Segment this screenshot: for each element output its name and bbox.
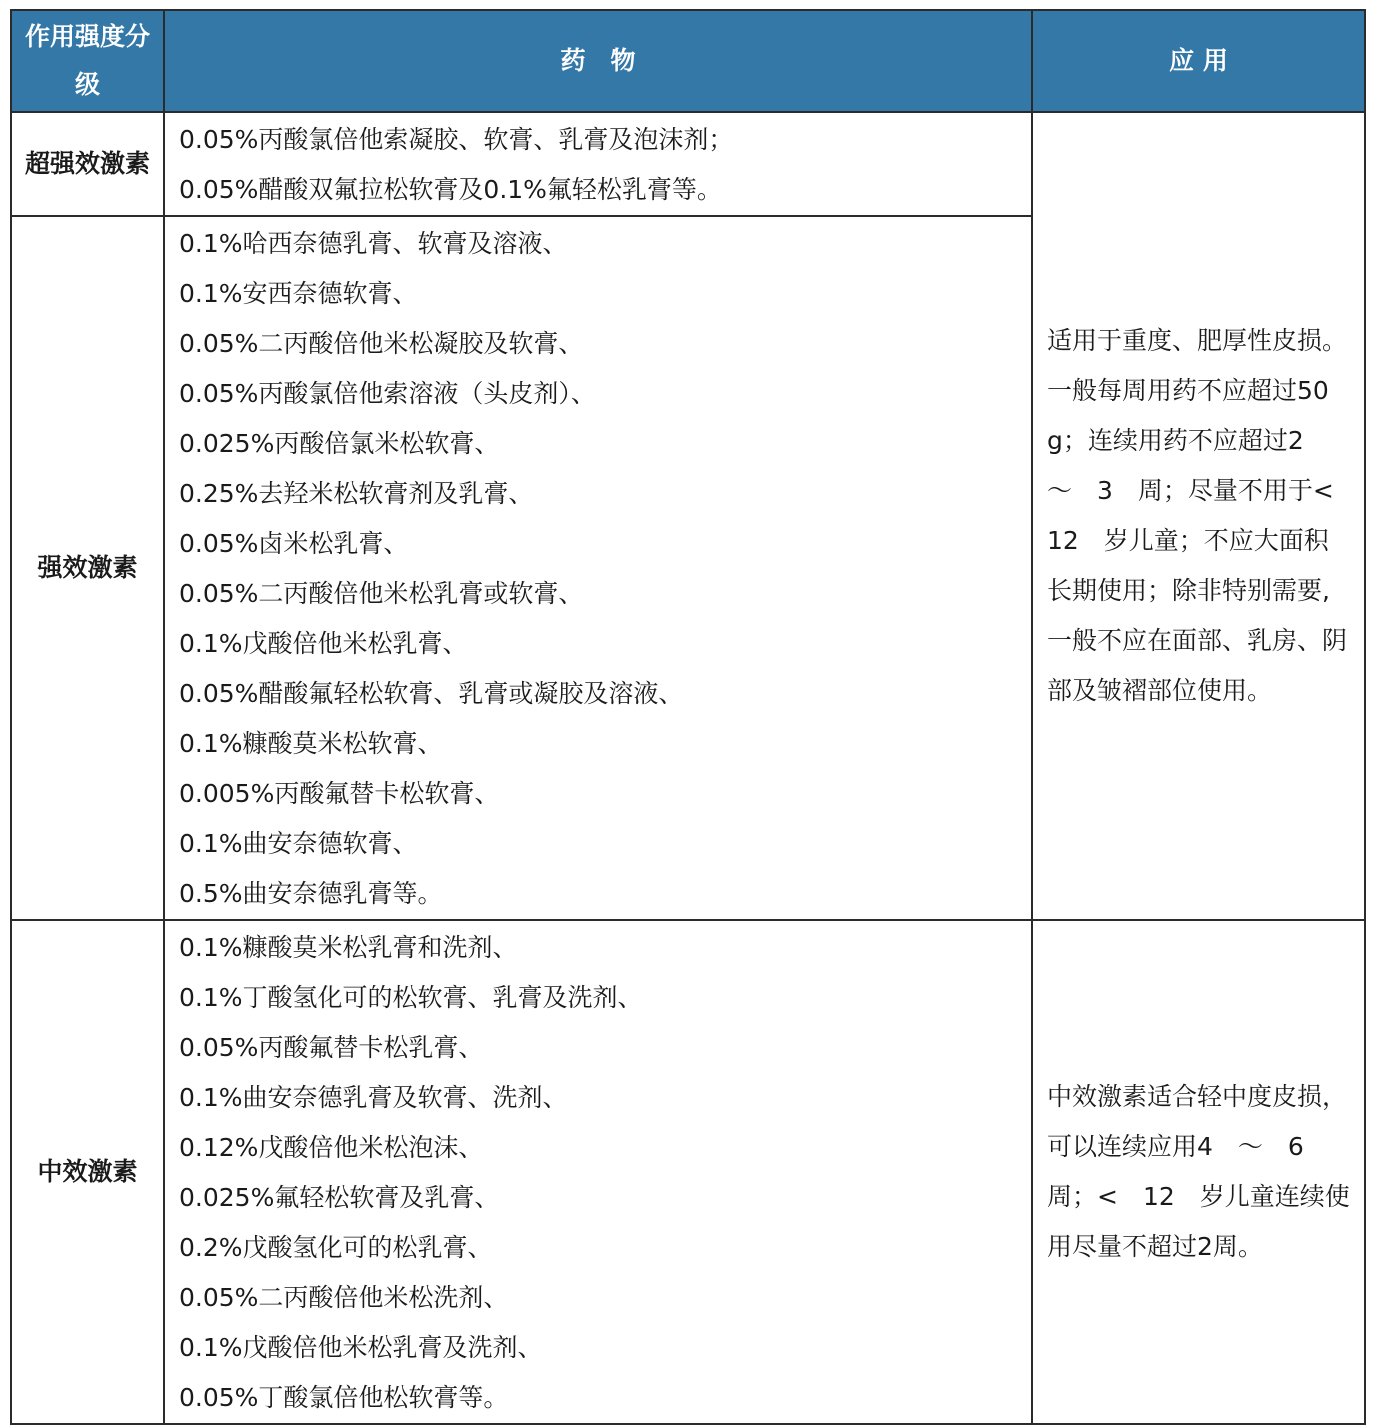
drug-item: 0.1%安西奈德软膏、 [179, 279, 418, 308]
drug-item: 0.05%二丙酸倍他米松乳膏或软膏、 [179, 579, 584, 608]
drug-item: 0.1%糠酸莫米松乳膏和洗剂、 [179, 933, 518, 962]
header-level [11, 10, 164, 112]
drug-item: 0.1%糠酸莫米松软膏、 [179, 729, 443, 758]
drug-item: 0.05%丙酸氯倍他索溶液（头皮剂）、 [179, 379, 596, 408]
drug-item: 0.25%去羟米松软膏剂及乳膏、 [179, 479, 534, 508]
drug-item: 0.2%戊酸氢化可的松乳膏、 [179, 1233, 493, 1262]
drug-item: 0.05%丁酸氯倍他松软膏等。 [179, 1383, 509, 1412]
level-super-potent: 超强效激素 [11, 112, 164, 216]
application-medium: 中效激素适合轻中度皮损，可以连续应用4 ～ 6 周；< 12 岁儿童连续使用尽量不超过2周。 [1032, 920, 1365, 1424]
drug-item: 0.05%卤米松乳膏、 [179, 529, 409, 558]
header-level-label: 作用强度分级 [24, 22, 150, 99]
corticosteroid-potency-table [10, 9, 1366, 1425]
drug-item: 0.1%曲安奈德软膏、 [179, 829, 418, 858]
drug-item: 0.05%醋酸双氟拉松软膏及0.1%氟轻松乳膏等。 [179, 175, 722, 204]
drug-item: 0.5%曲安奈德乳膏等。 [179, 879, 443, 908]
row-super-potent [11, 112, 1365, 216]
row-medium-potent [11, 920, 1365, 1424]
drug-item: 0.1%丁酸氢化可的松软膏、乳膏及洗剂、 [179, 983, 643, 1012]
drugs-medium-potent [164, 920, 1032, 1424]
drug-item: 0.025%氟轻松软膏及乳膏、 [179, 1183, 500, 1212]
drug-item: 0.1%曲安奈德乳膏及软膏、洗剂、 [179, 1083, 568, 1112]
drug-item: 0.025%丙酸倍氯米松软膏、 [179, 429, 500, 458]
header-drugs: 药 物 [164, 10, 1032, 112]
drug-item: 0.05%醋酸氟轻松软膏、乳膏或凝胶及溶液、 [179, 679, 684, 708]
drug-item: 0.1%戊酸倍他米松乳膏及洗剂、 [179, 1333, 543, 1362]
drug-item: 0.05%丙酸氯倍他索凝胶、软膏、乳膏及泡沫剂； [179, 125, 734, 154]
level-medium-potent: 中效激素 [11, 920, 164, 1424]
application-strong: 适用于重度、肥厚性皮损。一般每周用药不应超过50 g；连续用药不应超过2 ～ 3 周；尽量不用于< 12 岁儿童；不应大面积长期使用；除非特别需要,一般不应在面部、乳房、阴部及皱褶部位使用。 [1032, 112, 1365, 920]
drug-item: 0.05%二丙酸倍他米松凝胶及软膏、 [179, 329, 584, 358]
drug-item: 0.05%二丙酸倍他米松洗剂、 [179, 1283, 509, 1312]
drug-item: 0.1%戊酸倍他米松乳膏、 [179, 629, 468, 658]
drug-item: 0.12%戊酸倍他米松泡沫、 [179, 1133, 484, 1162]
drugs-potent [164, 216, 1032, 920]
header-row [11, 10, 1365, 112]
drugs-super-potent [164, 112, 1032, 216]
drug-item: 0.005%丙酸氟替卡松软膏、 [179, 779, 500, 808]
drug-item: 0.1%哈西奈德乳膏、软膏及溶液、 [179, 229, 568, 258]
header-application: 应 用 [1032, 10, 1365, 112]
level-potent: 强效激素 [11, 216, 164, 920]
drug-item: 0.05%丙酸氟替卡松乳膏、 [179, 1033, 484, 1062]
